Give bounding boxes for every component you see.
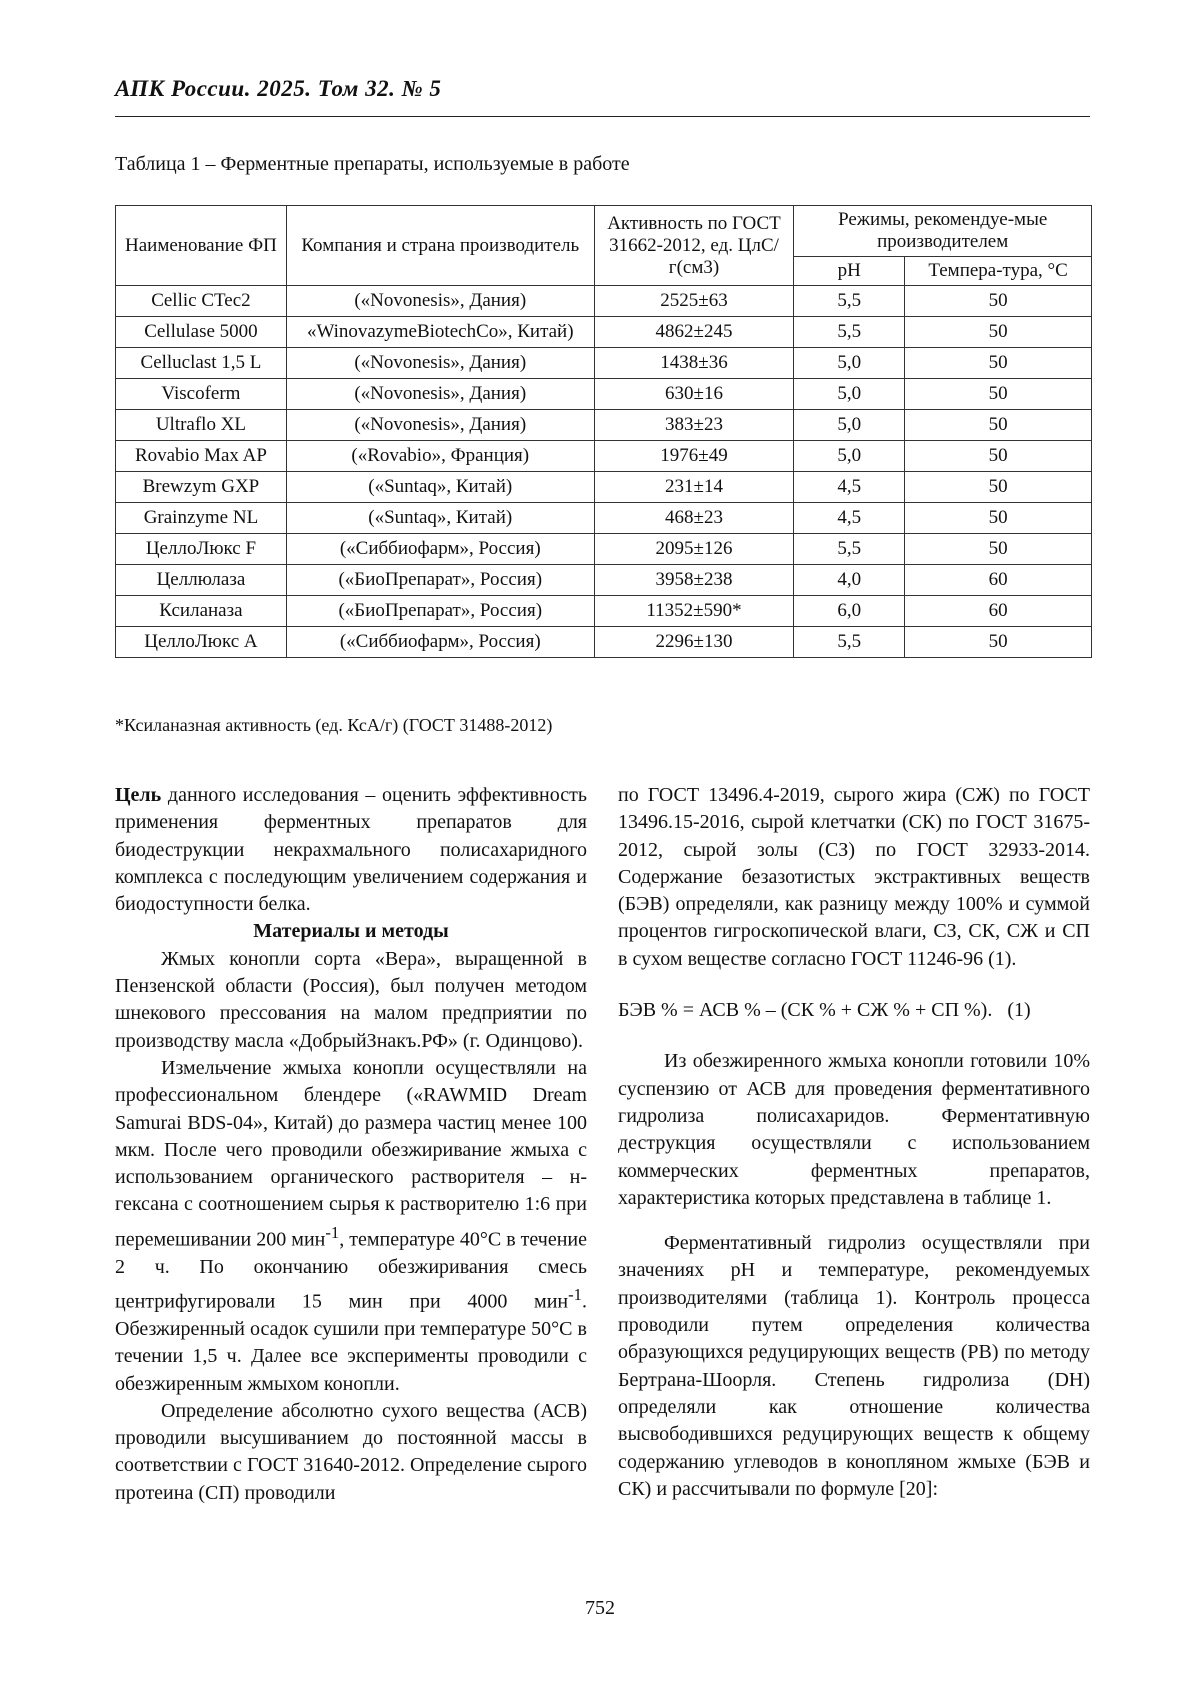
cell-name: Ultraflo XL [116,410,287,441]
table-footnote: *Ксиланазная активность (ед. КсА/г) (ГОСТ 31488-2012) [115,715,553,735]
header-temp: Темпера-тура, °С [905,257,1092,286]
cell-activity: 2095±126 [594,534,794,565]
cell-ph: 5,5 [794,286,905,317]
table-caption: Таблица 1 – Ферментные препараты, используемые в работе [115,153,630,175]
cell-name: Cellic CTec2 [116,286,287,317]
cell-activity: 3958±238 [594,565,794,596]
cell-company: («Novonesis», Дания) [286,410,594,441]
table-body [116,286,1092,658]
goal-paragraph [115,782,587,918]
cell-activity: 1976±49 [594,441,794,472]
cell-activity: 11352±590* [594,596,794,627]
cell-name: ЦеллоЛюкс F [116,534,287,565]
paragraph-hemp: Жмых конопли сорта «Вера», выращенной в Пензенской области (Россия), был получен методом шнекового прессования на малом предприятии по производству масла «ДобрыйЗнакъ.РФ» (г. Одинцово). [115,947,587,1052]
table-row [116,472,1092,503]
table-row [116,317,1092,348]
cell-company: («Novonesis», Дания) [286,379,594,410]
cell-company: («БиоПрепарат», Россия) [286,596,594,627]
cell-activity: 231±14 [594,472,794,503]
cell-name: Cellulase 5000 [116,317,287,348]
paragraph-grinding [115,1055,587,1398]
cell-activity: 630±16 [594,379,794,410]
cell-company: («Сиббиофарм», Россия) [286,534,594,565]
cell-temp: 50 [905,627,1092,658]
table-row [116,286,1092,317]
page-number: 752 [585,1597,615,1619]
cell-ph: 5,0 [794,441,905,472]
methods-heading: Материалы и методы [253,920,449,943]
superscript-2: -1 [568,1285,582,1304]
cell-activity: 2296±130 [594,627,794,658]
cell-ph: 5,5 [794,534,905,565]
goal-label: Цель [115,784,162,806]
goal-text: данного исследования – оценить эффективность применения ферментных препаратов для биодеструкции некрахмального полисахаридного комплекса с последующим увеличением содержания и биодоступности белка. [115,784,587,916]
cell-temp: 60 [905,565,1092,596]
cell-temp: 50 [905,379,1092,410]
cell-company: («Rovabio», Франция) [286,441,594,472]
cell-ph: 5,0 [794,410,905,441]
paragraph-suspension: Из обезжиренного жмыха конопли готовили 10% суспензию от АСВ для проведения ферментативного гидролиза полисахаридов. Ферментативную деструкция осуществляли с использованием коммерческих ферментных препаратов, характеристика которых представлена в таблице 1. [618,1050,1090,1209]
cell-temp: 50 [905,503,1092,534]
header-modes: Режимы, рекомендуе-мые производителем [794,206,1092,257]
cell-company: («Novonesis», Дания) [286,348,594,379]
cell-temp: 50 [905,410,1092,441]
table-row [116,348,1092,379]
table-row [116,534,1092,565]
header-ph: pH [794,257,905,286]
grinding-text-c: . Обезжиренный осадок сушили при температуре 50°С в течении 1,5 ч. Далее все эксперименты проводили с обезжиренным жмыхом конопли. [115,1290,587,1395]
right-column [618,782,1090,1503]
cell-activity: 2525±63 [594,286,794,317]
formula-text: БЭВ % = АСВ % – (СК % + СЖ % + СП %). [618,999,993,1022]
cell-name: Grainzyme NL [116,503,287,534]
cell-name: Ксиланаза [116,596,287,627]
cell-ph: 4,5 [794,503,905,534]
cell-activity: 383±23 [594,410,794,441]
table-row [116,503,1092,534]
table-row [116,627,1092,658]
spacer [618,1212,1090,1230]
cell-company: «WinovazymeBiotechCo», Китай) [286,317,594,348]
paragraph-hydrolysis: Ферментативный гидролиз осуществляли при значениях pH и температуре, рекомендуемых производителями (таблица 1). Контроль процесса проводили путем определения количества образующихся редуцирующих веществ (РВ) по методу Бертрана-Шоорля. Степень гидролиза (DH) определяли как отношение количества высвободившихся редуцирующих веществ к общему содержанию углеводов в конопляном жмыхе (БЭВ и СК) и рассчитывали по формуле [20]: [618,1232,1090,1500]
header-company: Компания и страна производитель [286,206,594,286]
cell-temp: 50 [905,472,1092,503]
cell-name: Celluclast 1,5 L [116,348,287,379]
cell-temp: 50 [905,286,1092,317]
cell-temp: 50 [905,534,1092,565]
cell-ph: 5,5 [794,317,905,348]
cell-name: Brewzym GXP [116,472,287,503]
cell-ph: 4,0 [794,565,905,596]
cell-company: («Suntaq», Китай) [286,472,594,503]
table-row [116,441,1092,472]
cell-company: («БиоПрепарат», Россия) [286,565,594,596]
table-row [116,596,1092,627]
cell-temp: 50 [905,348,1092,379]
header-activity: Активность по ГОСТ 31662-2012, ед. ЦлС/г(см3) [594,206,794,286]
cell-activity: 468±23 [594,503,794,534]
table-row [116,410,1092,441]
superscript-1: -1 [325,1222,340,1242]
cell-company: («Сиббиофарм», Россия) [286,627,594,658]
cell-activity: 1438±36 [594,348,794,379]
formula-number: (1) [1007,999,1031,1022]
cell-ph: 4,5 [794,472,905,503]
table-row [116,379,1092,410]
formula-1 [618,997,1090,1024]
cell-name: ЦеллоЛюкс А [116,627,287,658]
cell-name: Rovabio Max AP [116,441,287,472]
cell-ph: 5,5 [794,627,905,658]
cell-company: («Novonesis», Дания) [286,286,594,317]
table-row [116,565,1092,596]
enzyme-table [115,205,1092,658]
left-column [115,782,587,1507]
cell-name: Viscoferm [116,379,287,410]
cell-temp: 60 [905,596,1092,627]
grinding-text-a: Измельчение жмыха конопли осуществляли на профессиональном блендере («RAWMID Dream Samurai BDS-04», Китай) до размера частиц менее 100 мкм. После чего проводили обезжиривание жмыха с использованием органического растворителя – н-гексана с соотношением сырья к растворителю 1:6 при перемешивании 200 мин [115,1056,587,1251]
paragraph-dry-matter: Определение абсолютно сухого вещества (АСВ) проводили высушиванием до постоянной массы в соответствии с ГОСТ 31640-2012. Определение сырого протеина (СП) проводили [115,1399,587,1504]
cell-ph: 6,0 [794,596,905,627]
header-name: Наименование ФП [116,206,287,286]
cell-name: Целлюлаза [116,565,287,596]
paragraph-gost: по ГОСТ 13496.4-2019, сырого жира (СЖ) по ГОСТ 13496.15-2016, сырой клетчатки (СК) по ГОСТ 31675-2012, сырой золы (СЗ) по ГОСТ 32933-2014. Содержание безазотистых экстрактивных веществ (БЭВ) определяли, как разницу между 100% и суммой процентов гигроскопической влаги, СЗ, СК, СЖ и СП в сухом веществе согласно ГОСТ 11246-96 (1). [618,784,1090,970]
page-header [115,76,1090,117]
cell-ph: 5,0 [794,379,905,410]
cell-company: («Suntaq», Китай) [286,503,594,534]
cell-activity: 4862±245 [594,317,794,348]
cell-ph: 5,0 [794,348,905,379]
cell-temp: 50 [905,441,1092,472]
journal-title: АПК России. 2025. Том 32. № 5 [115,76,442,101]
cell-temp: 50 [905,317,1092,348]
grinding-text-b: , температуре 40°С в течение 2 ч. По окончанию обезжиривания смесь центрифугировали 15 мин при 4000 мин [115,1228,587,1313]
